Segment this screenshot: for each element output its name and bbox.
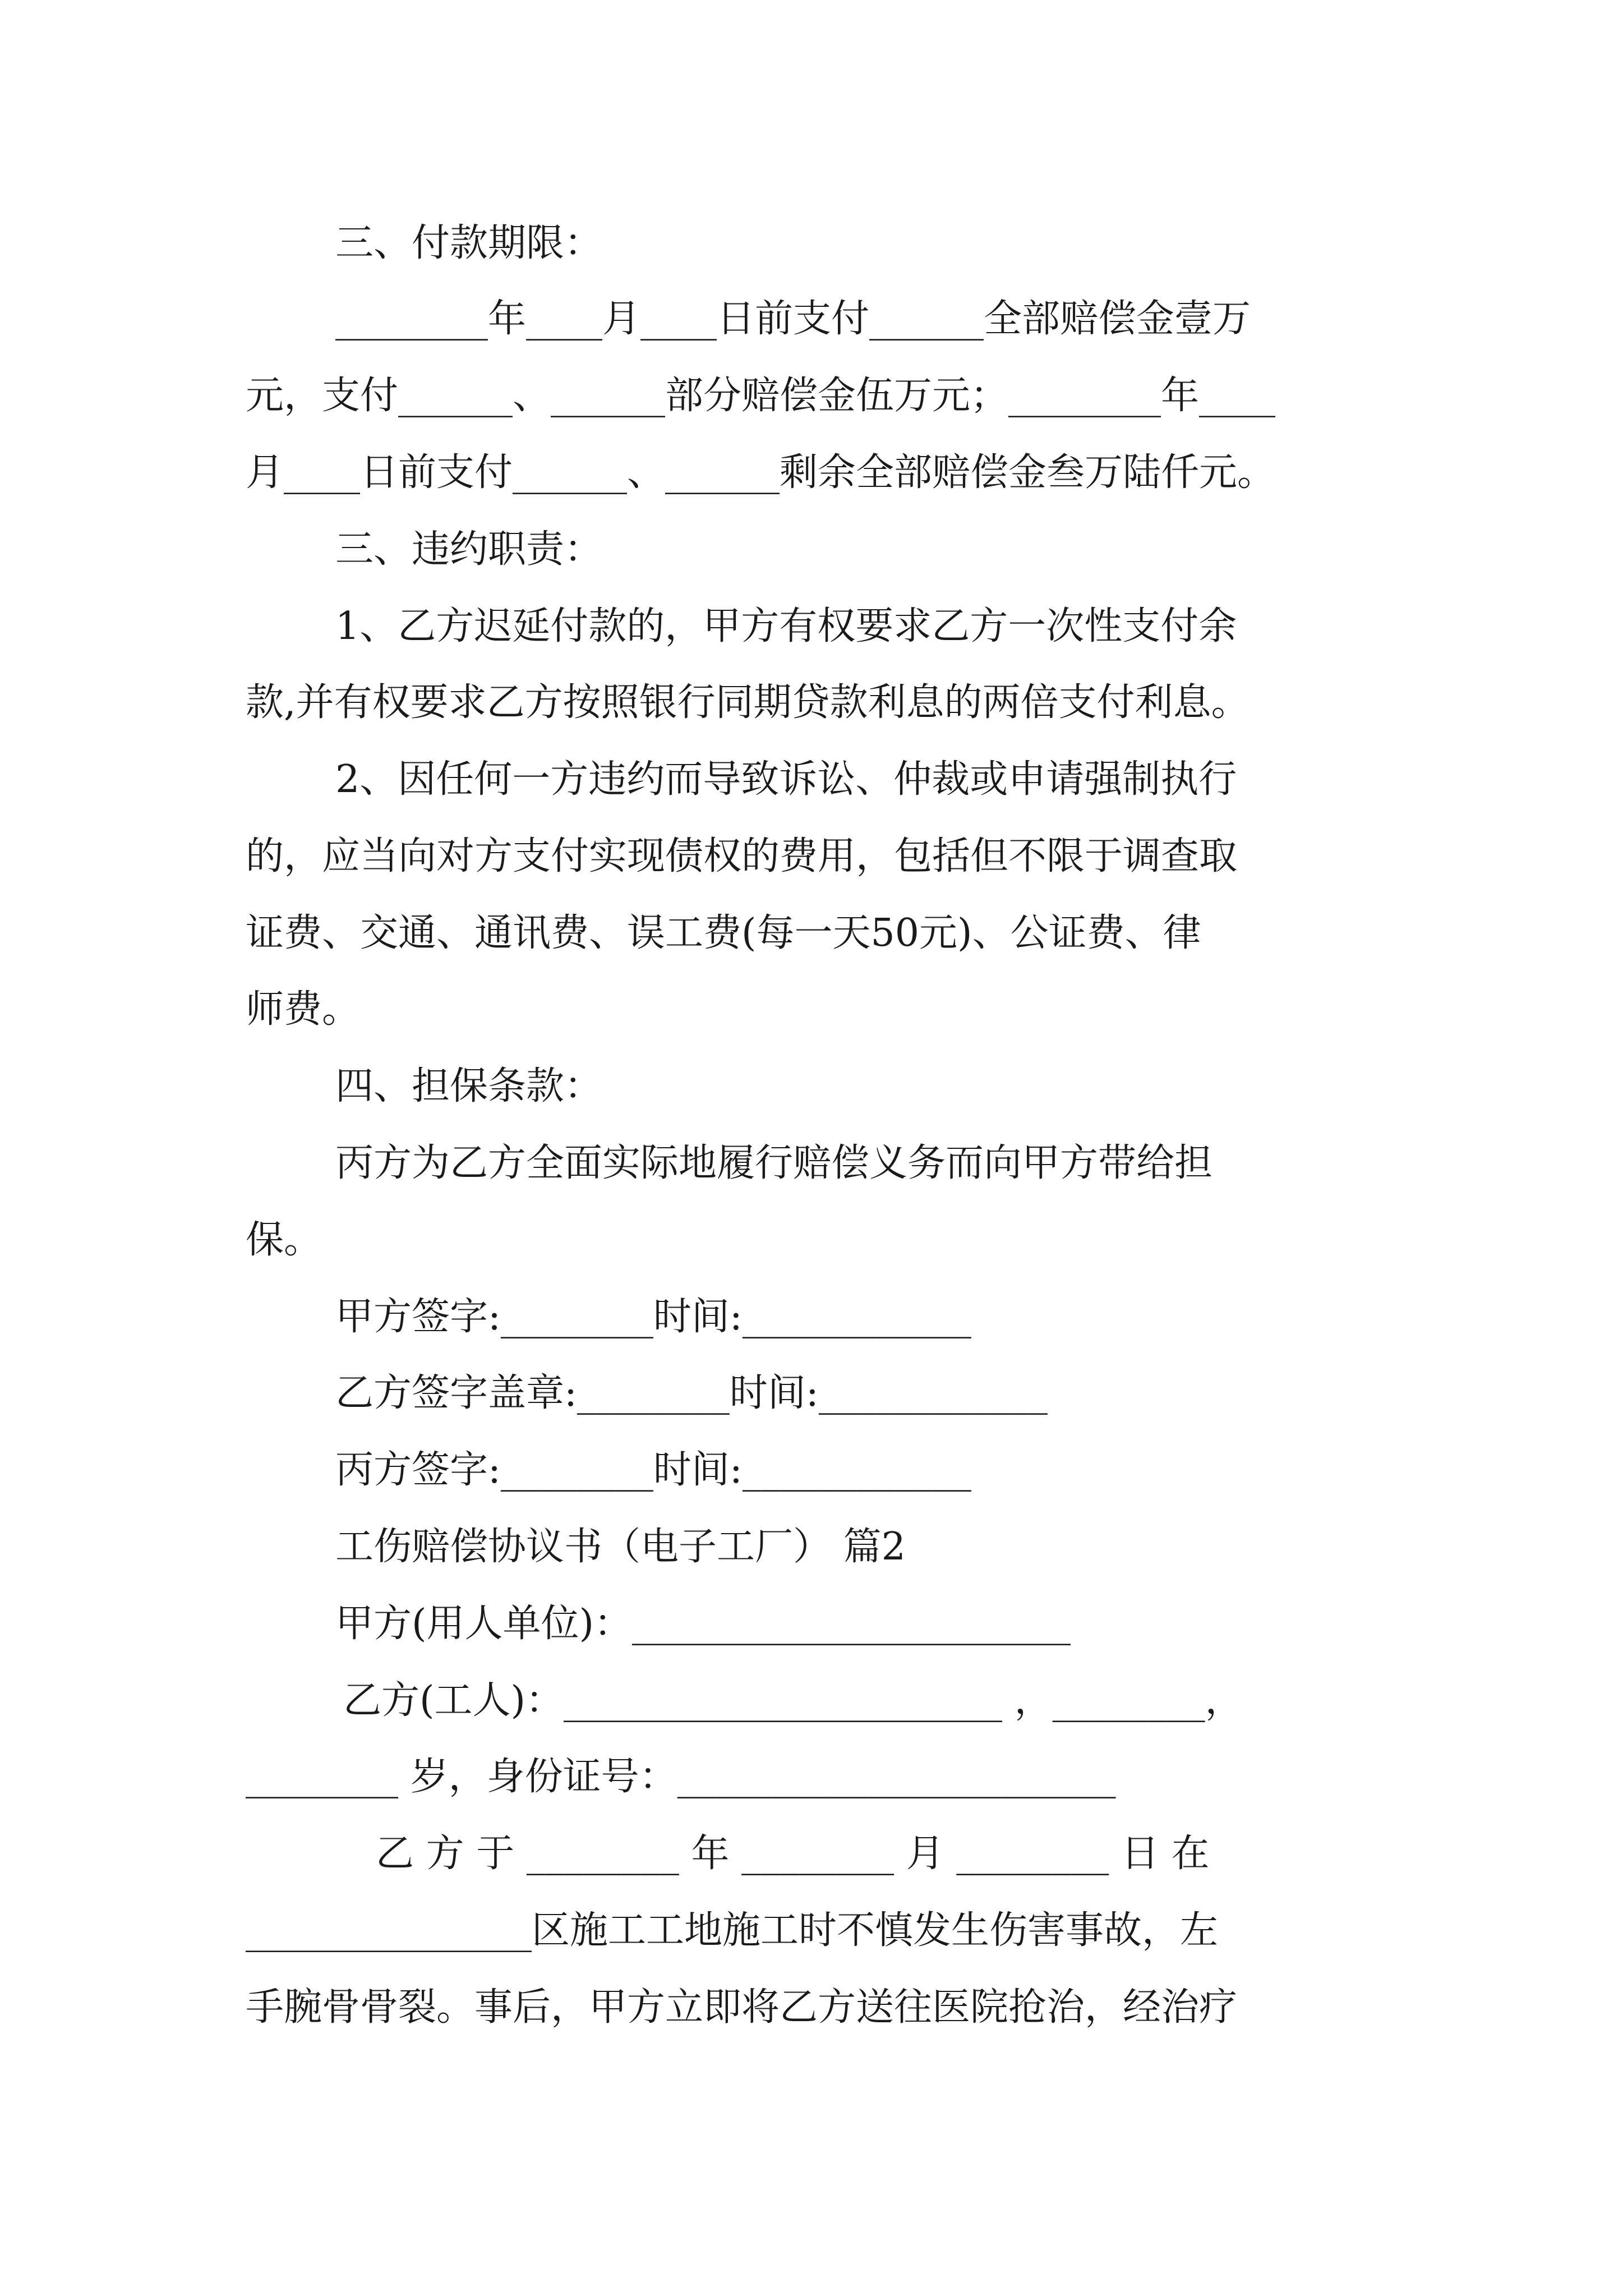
paragraph-line: 保。 (246, 1218, 322, 1262)
paragraph-line: 的，应当向对方支付实现债权的费用，包括但不限于调查取 (246, 834, 1238, 878)
section-heading-guarantee: 四、担保条款： (335, 1064, 603, 1108)
signature-line-party-a: 甲方签字:________时间:____________ (335, 1295, 971, 1339)
section-heading-payment-term: 三、付款期限： (335, 221, 603, 265)
paragraph-line: 1、乙方迟延付款的，甲方有权要求乙方一次性支付余 (335, 604, 1237, 648)
paragraph-line: 元，支付______、______部分赔偿金伍万元；________年____ (246, 374, 1276, 418)
paragraph-line: 证费、交通、通讯费、误工费(每一天50元)、公证费、律 (246, 911, 1201, 955)
party-b-field: 乙方(工人)：_______________________ ，________， (343, 1678, 1243, 1723)
party-a-field: 甲方(用人单位)：_______________________ (335, 1602, 1071, 1646)
paragraph-line: 师费。 (246, 987, 361, 1032)
paragraph-line: 款,并有权要求乙方按照银行同期贷款利息的两倍支付利息。 (246, 680, 1249, 725)
signature-line-party-c: 丙方签字:________时间:____________ (335, 1448, 971, 1492)
paragraph-line: _______________区施工工地施工时不慎发生伤害事故，左 (246, 1908, 1219, 1953)
paragraph-line: 2、因任何一方违约而导致诉讼、仲裁或申请强制执行 (335, 757, 1237, 802)
section-heading-breach-liability: 三、违约职责： (335, 527, 603, 572)
paragraph-line: 手腕骨骨裂。事后，甲方立即将乙方送往医院抢治，经治疗 (246, 1985, 1238, 2030)
paragraph-line: 月____日前支付______、______剩余全部赔偿金叁万陆仟元。 (246, 450, 1276, 495)
paragraph-line: ________年____月____日前支付______全部赔偿金壹万 (335, 297, 1251, 341)
paragraph-line: ________ 岁，身份证号：_______________________ (246, 1755, 1116, 1799)
paragraph-line: 丙方为乙方全面实际地履行赔偿义务而向甲方带给担 (335, 1141, 1213, 1185)
signature-line-party-b: 乙方签字盖章:________时间:____________ (335, 1371, 1048, 1415)
paragraph-line: 乙 方 于 ________ 年 ________ 月 ________ 日 在 (376, 1832, 1210, 1876)
document-subtitle: 工伤赔偿协议书（电子工厂） 篇2 (335, 1525, 906, 1569)
